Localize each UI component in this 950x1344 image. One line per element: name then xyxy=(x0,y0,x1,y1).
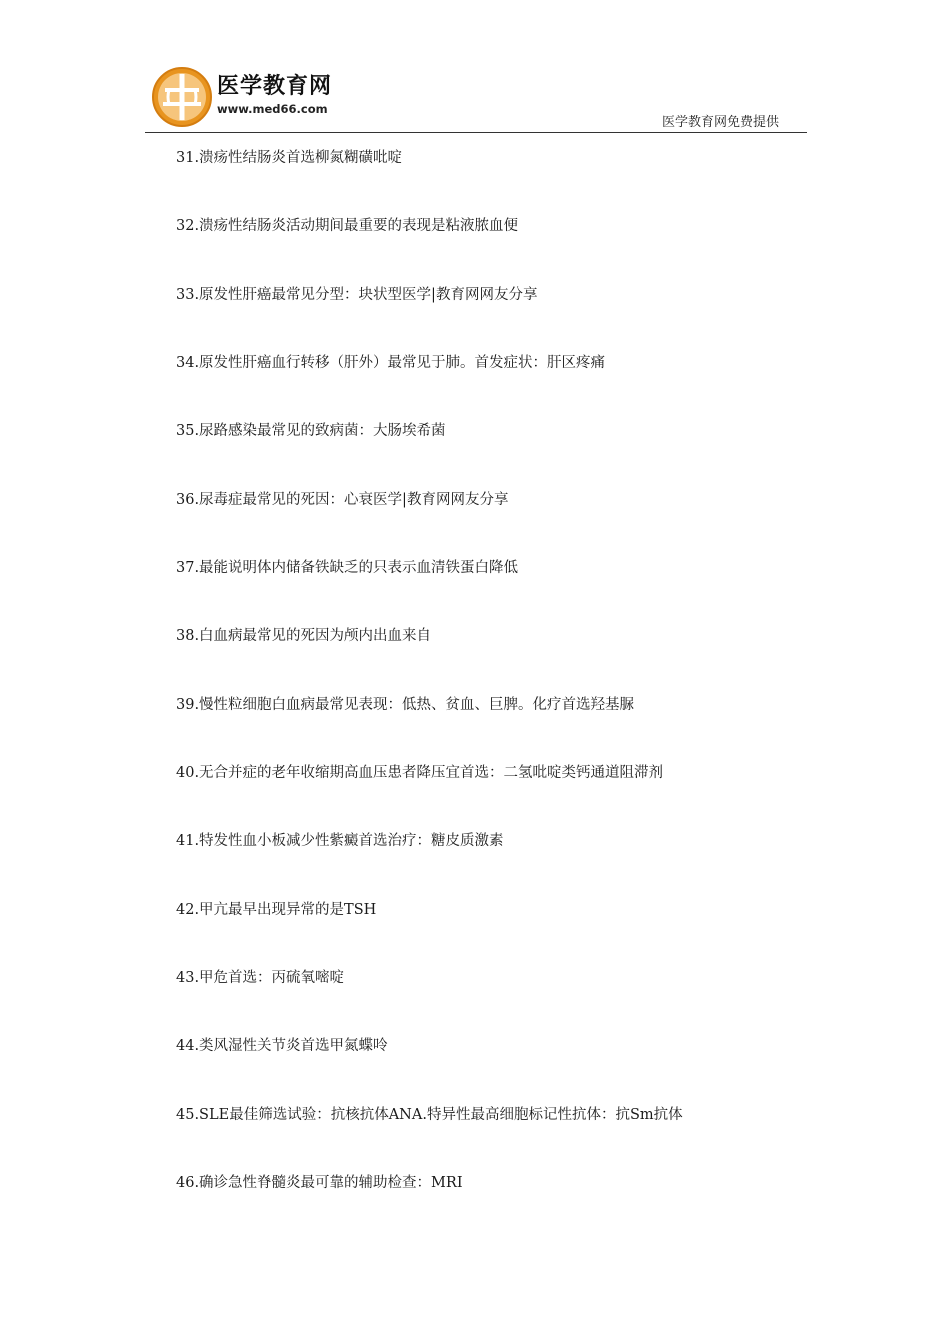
list-item: 37.最能说明体内储备铁缺乏的只表示血清铁蛋白降低 xyxy=(176,559,519,576)
list-item: 38.白血病最常见的死因为颅内出血来自 xyxy=(176,628,432,645)
list-item: 33.原发性肝癌最常见分型：块状型医学|教育网网友分享 xyxy=(176,286,538,303)
med66-logo-icon xyxy=(151,66,213,128)
list-item: 41.特发性血小板减少性紫癜首选治疗：糖皮质激素 xyxy=(176,833,504,850)
list-item: 44.类风湿性关节炎首选甲氮蝶呤 xyxy=(176,1038,388,1055)
logo-url: www.med66.com xyxy=(217,102,328,116)
knowledge-point-list xyxy=(176,146,816,1239)
list-item: 32.溃疡性结肠炎活动期间最重要的表现是粘液脓血便 xyxy=(176,218,519,235)
logo-title: 医学教育网 xyxy=(217,74,333,99)
header-note: 医学教育网免费提供 xyxy=(661,115,779,130)
list-item: 45.SLE最佳筛选试验：抗核抗体ANA.特异性最高细胞标记性抗体：抗Sm抗体 xyxy=(176,1106,683,1123)
header-divider xyxy=(145,132,807,133)
list-item: 31.溃疡性结肠炎首选柳氮糊磺吡啶 xyxy=(176,150,403,166)
page-header xyxy=(145,62,807,134)
list-item: 35.尿路感染最常见的致病菌：大肠埃希菌 xyxy=(176,423,446,440)
list-item: 43.甲危首选：丙硫氧嘧啶 xyxy=(176,969,345,986)
list-item: 42.甲亢最早出现异常的是TSH xyxy=(176,901,377,918)
list-item: 36.尿毒症最常见的死因：心衰医学|教育网网友分享 xyxy=(176,491,509,508)
logo-text xyxy=(217,74,332,117)
list-item: 46.确诊急性脊髓炎最可靠的辅助检查：MRI xyxy=(176,1174,463,1191)
list-item: 34.原发性肝癌血行转移（肝外）最常见于肺。首发症状：肝区疼痛 xyxy=(176,354,606,371)
list-item: 39.慢性粒细胞白血病最常见表现：低热、贫血、巨脾。化疗首选羟基脲 xyxy=(176,696,635,713)
list-item: 40.无合并症的老年收缩期高血压患者降压宜首选：二氢吡啶类钙通道阻滞剂 xyxy=(176,764,664,781)
